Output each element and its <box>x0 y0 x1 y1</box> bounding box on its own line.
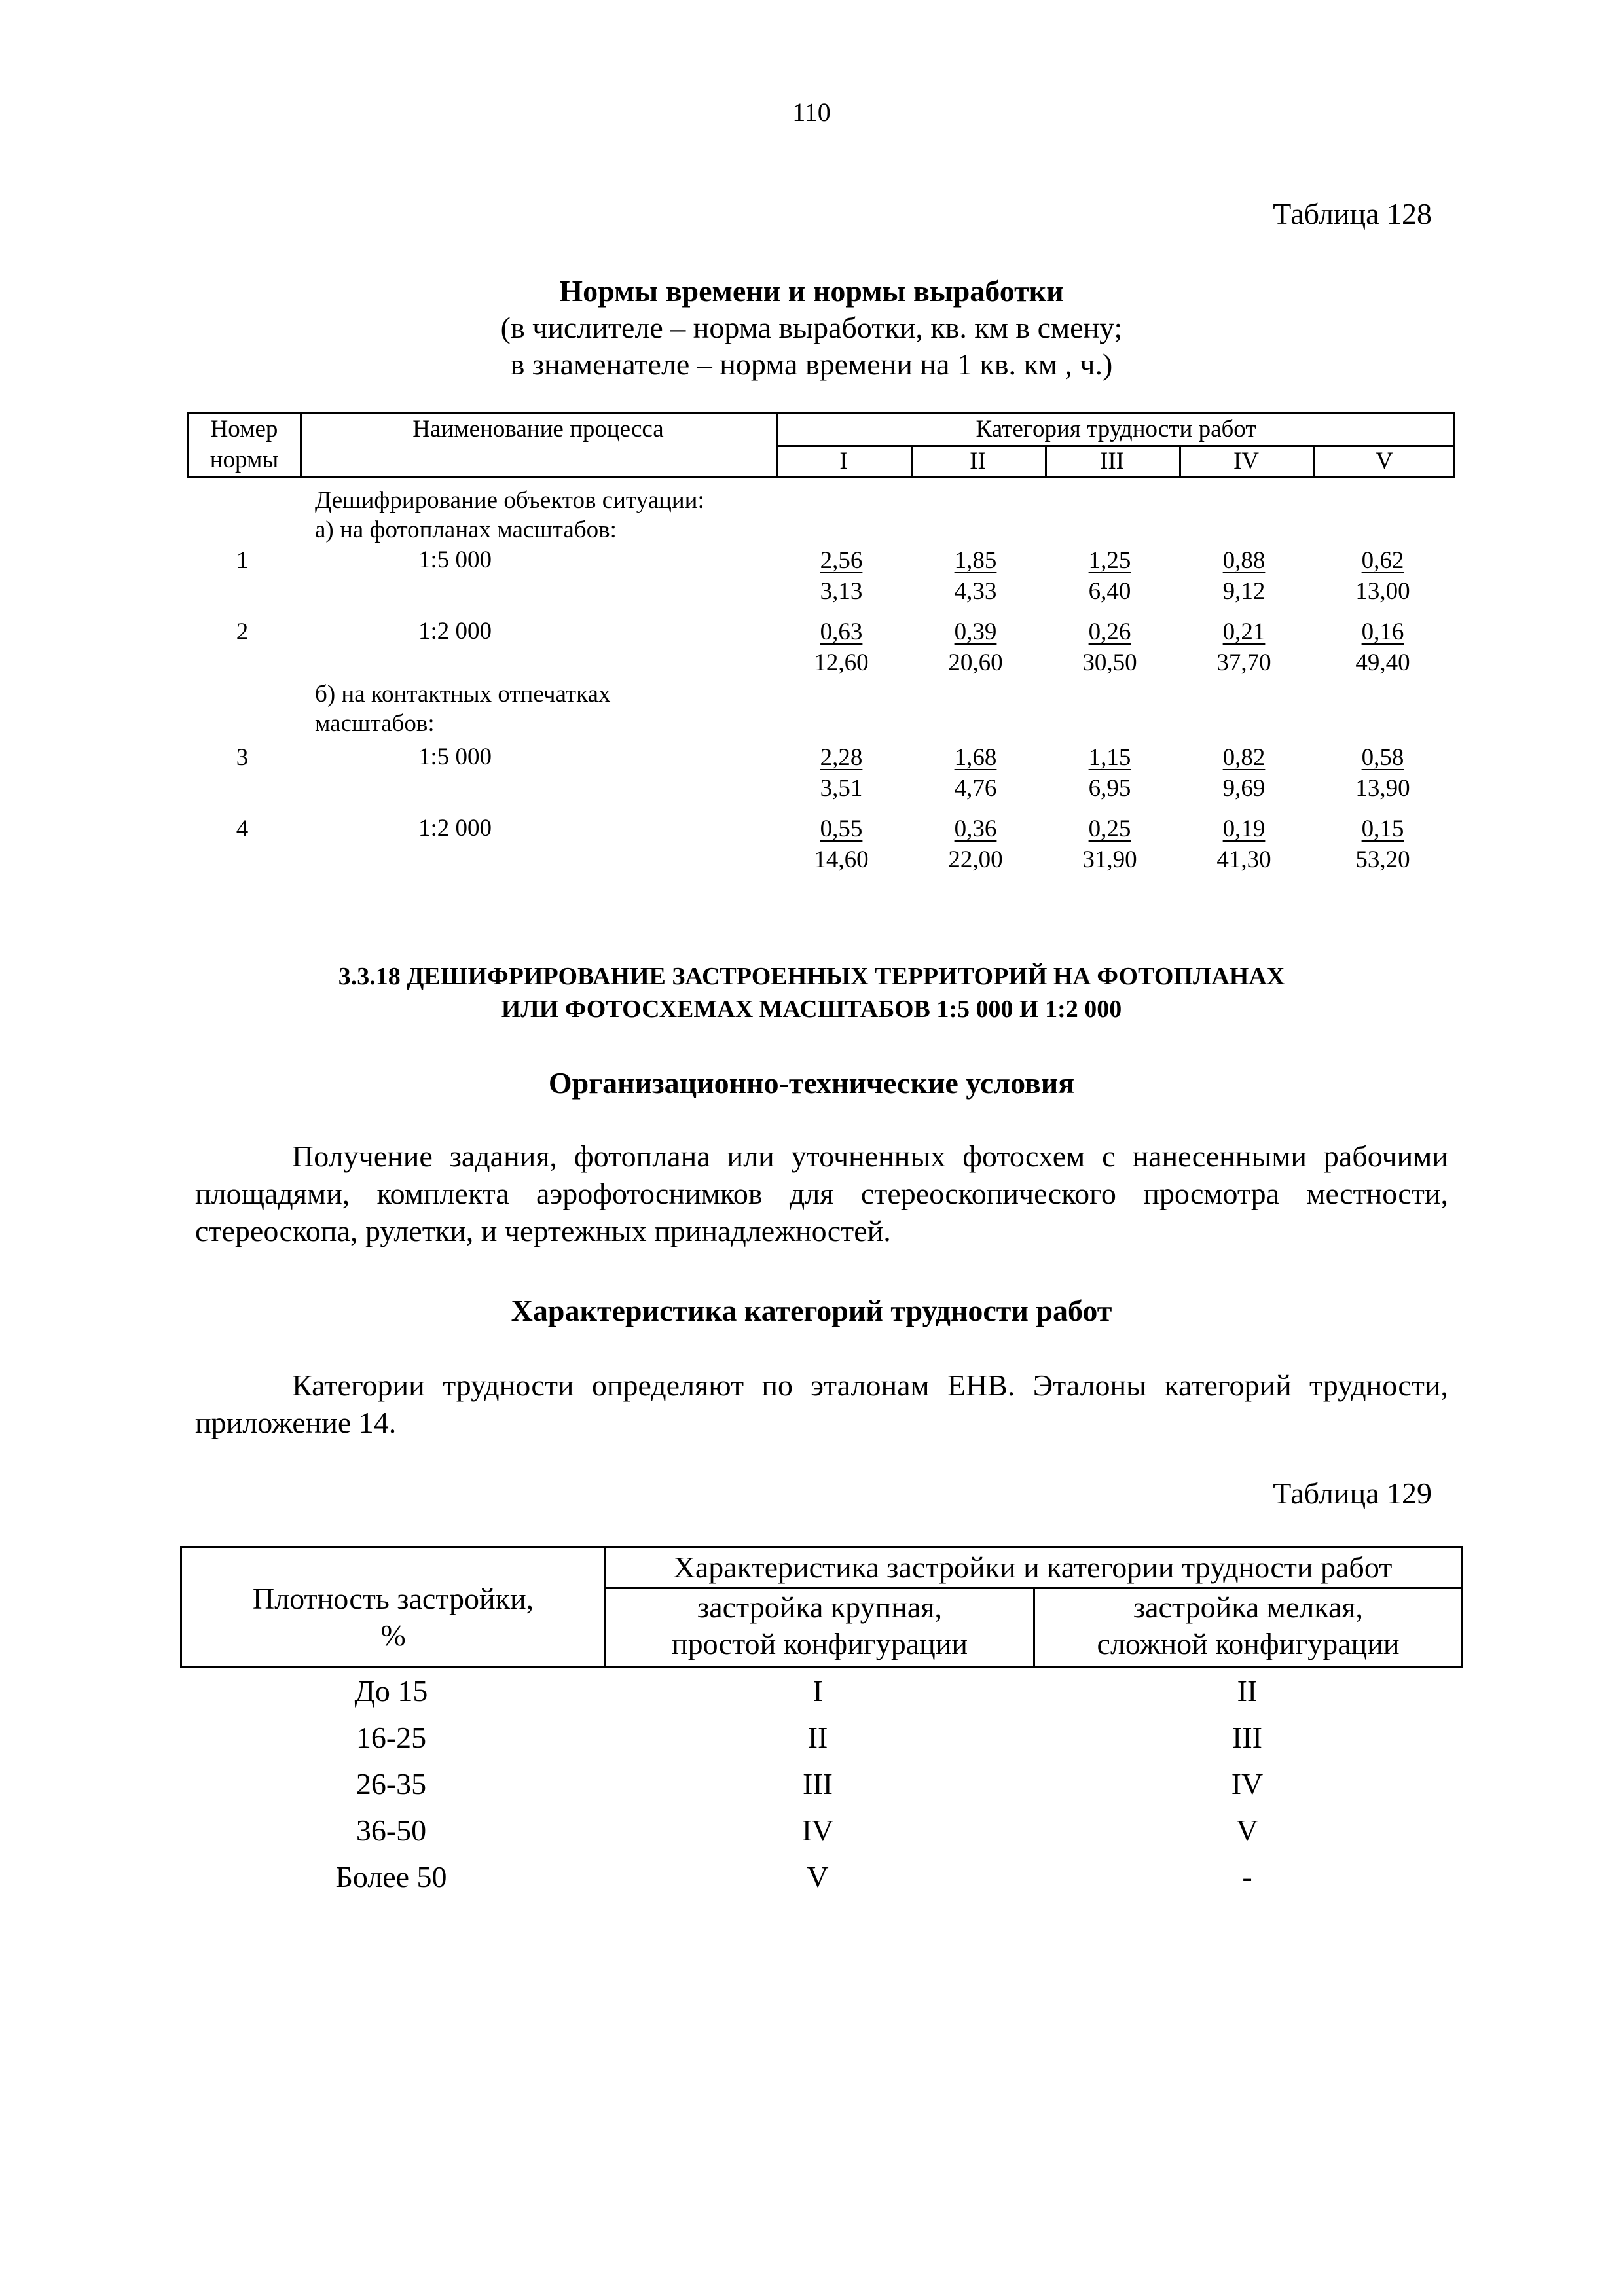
row-4-no: 4 <box>236 816 249 842</box>
row-4-den-2: 22,00 <box>948 846 1003 873</box>
small-category-cell: II <box>1237 1674 1258 1708</box>
table-129-label: Таблица 129 <box>1273 1477 1432 1510</box>
difficulty-characteristics-text: Категории трудности определяют по эталонам ЕНВ. Эталоны категорий трудности, приложение 14. <box>195 1369 1448 1439</box>
header-cat-2: II <box>970 448 986 475</box>
header-norm-no-line2: нормы <box>210 446 279 473</box>
section-heading-line2: ИЛИ ФОТОСХЕМАХ МАСШТАБОВ 1:5 000 И 1:2 000 <box>501 996 1122 1023</box>
large-category-cell: III <box>803 1767 833 1801</box>
table-row <box>180 1807 1463 1854</box>
table-128-body <box>187 478 1455 910</box>
large-category-cell: II <box>807 1721 828 1754</box>
header-norm-no-line1: Номер <box>210 416 278 442</box>
header-small-buildings <box>1035 1589 1461 1662</box>
small-category-cell: III <box>1232 1721 1262 1754</box>
row-1-den-5: 13,00 <box>1355 578 1410 605</box>
org-conditions-text: Получение задания, фотоплана или уточненных фотосхем с нанесенными рабочими площадями, комплекта аэрофотоснимков для стереоскопического просмотра местности, стереоскопа, рулетки, и чертежных принадлежностей. <box>195 1139 1448 1247</box>
row-2-den-2: 20,60 <box>948 649 1003 676</box>
header-building-group: Характеристика застройки и категории трудности работ <box>673 1551 1393 1584</box>
table-row <box>180 1668 1463 1714</box>
row-3-den-4: 9,69 <box>1222 775 1266 802</box>
table-128-subtitle-line2: в знаменателе – норма времени на 1 кв. км , ч.) <box>510 348 1113 381</box>
difficulty-characteristics-title: Характеристика категорий трудности работ <box>511 1294 1112 1327</box>
table-129 <box>180 1546 1463 1900</box>
density-cell: 16-25 <box>356 1721 427 1754</box>
large-category-cell: I <box>812 1674 823 1708</box>
density-cell: До 15 <box>354 1674 428 1708</box>
row-4-num-4: 0,19 <box>1222 816 1266 842</box>
row-4-num-3: 0,25 <box>1088 816 1131 842</box>
row-2-den-5: 49,40 <box>1355 649 1410 676</box>
section-heading-line1: 3.3.18 ДЕШИФРИРОВАНИЕ ЗАСТРОЕННЫХ ТЕРРИТОРИЙ НА ФОТОПЛАНАХ <box>338 963 1285 990</box>
header-large-line2: простой конфигурации <box>672 1627 968 1660</box>
row-2-scale: 1:2 000 <box>418 618 492 645</box>
row-1-num-1: 2,56 <box>820 547 863 574</box>
row-3-num-4: 0,82 <box>1222 744 1266 771</box>
row-4-scale: 1:2 000 <box>418 815 492 842</box>
row-1-scale: 1:5 000 <box>418 547 492 573</box>
table-128 <box>187 412 1455 910</box>
row-3-den-1: 3,51 <box>820 775 863 802</box>
row-3-no: 3 <box>236 744 249 771</box>
row-3-den-2: 4,76 <box>954 775 997 802</box>
header-small-line1: застройка мелкая, <box>1133 1590 1364 1624</box>
section-heading <box>0 960 1623 1026</box>
header-density-line2: % <box>380 1619 406 1652</box>
table-129-header <box>180 1546 1463 1668</box>
table-row <box>180 1854 1463 1900</box>
row-2-den-1: 12,60 <box>814 649 869 676</box>
header-process-name: Наименование процесса <box>412 416 664 442</box>
header-large-buildings <box>606 1589 1033 1662</box>
org-conditions-paragraph <box>195 1138 1448 1249</box>
group-b-line1: б) на контактных отпечатках <box>315 681 611 708</box>
row-4-num-2: 0,36 <box>954 816 997 842</box>
row-4-den-5: 53,20 <box>1355 846 1410 873</box>
header-small-line2: сложной конфигурации <box>1097 1627 1400 1660</box>
row-3-scale: 1:5 000 <box>418 744 492 770</box>
group-a-line2: а) на фотопланах масштабов: <box>315 516 617 543</box>
table-row <box>180 1714 1463 1761</box>
org-conditions-title: Организационно-технические условия <box>548 1066 1075 1100</box>
row-2-num-4: 0,21 <box>1222 619 1266 645</box>
table-128-header <box>187 412 1455 478</box>
row-2-den-4: 37,70 <box>1216 649 1271 676</box>
row-2-num-2: 0,39 <box>954 619 997 645</box>
table-row <box>180 1761 1463 1807</box>
row-3-num-2: 1,68 <box>954 744 997 771</box>
row-1-num-4: 0,88 <box>1222 547 1266 574</box>
row-2-num-5: 0,16 <box>1361 619 1404 645</box>
header-cat-3: III <box>1100 448 1124 475</box>
group-a-line1: Дешифрирование объектов ситуации: <box>315 487 704 514</box>
header-density-line1: Плотность застройки, <box>252 1582 534 1615</box>
row-2-den-3: 30,50 <box>1082 649 1137 676</box>
row-4-num-1: 0,55 <box>820 816 863 842</box>
table-128-title-block <box>0 273 1623 383</box>
row-2-num-3: 0,26 <box>1088 619 1131 645</box>
large-category-cell: IV <box>801 1814 834 1847</box>
row-2-no: 2 <box>236 619 249 645</box>
density-cell: Более 50 <box>335 1860 447 1893</box>
small-category-cell: IV <box>1231 1767 1264 1801</box>
row-3-num-1: 2,28 <box>820 744 863 771</box>
row-3-num-3: 1,15 <box>1088 744 1131 771</box>
small-category-cell: - <box>1242 1860 1252 1893</box>
header-density <box>182 1581 604 1654</box>
density-cell: 36-50 <box>356 1814 427 1847</box>
table-128-subtitle-line1: (в числителе – норма выработки, кв. км в смену; <box>500 311 1123 344</box>
row-1-den-3: 6,40 <box>1088 578 1131 605</box>
row-1-num-5: 0,62 <box>1361 547 1404 574</box>
row-4-den-3: 31,90 <box>1082 846 1137 873</box>
row-3-den-5: 13,90 <box>1355 775 1410 802</box>
row-1-den-4: 9,12 <box>1222 578 1266 605</box>
header-large-line1: застройка крупная, <box>697 1590 942 1624</box>
row-4-den-4: 41,30 <box>1216 846 1271 873</box>
density-cell: 26-35 <box>356 1767 427 1801</box>
row-1-num-3: 1,25 <box>1088 547 1131 574</box>
row-2-num-1: 0,63 <box>820 619 863 645</box>
row-3-num-5: 0,58 <box>1361 744 1404 771</box>
group-b-line2: масштабов: <box>315 710 435 737</box>
header-cat-4: IV <box>1233 448 1260 475</box>
large-category-cell: V <box>807 1860 829 1893</box>
row-1-den-1: 3,13 <box>820 578 863 605</box>
page-number: 110 <box>792 98 831 127</box>
row-4-den-1: 14,60 <box>814 846 869 873</box>
difficulty-characteristics-paragraph <box>195 1367 1448 1441</box>
header-cat-5: V <box>1376 448 1393 475</box>
row-3-den-3: 6,95 <box>1088 775 1131 802</box>
small-category-cell: V <box>1236 1814 1258 1847</box>
row-4-num-5: 0,15 <box>1361 816 1404 842</box>
row-1-den-2: 4,33 <box>954 578 997 605</box>
row-1-num-2: 1,85 <box>954 547 997 574</box>
header-cat-1: I <box>839 448 848 475</box>
header-category: Категория трудности работ <box>976 416 1256 442</box>
table-128-label: Таблица 128 <box>1273 197 1432 230</box>
table-128-title: Нормы времени и нормы выработки <box>559 274 1064 308</box>
row-1-no: 1 <box>236 547 249 574</box>
